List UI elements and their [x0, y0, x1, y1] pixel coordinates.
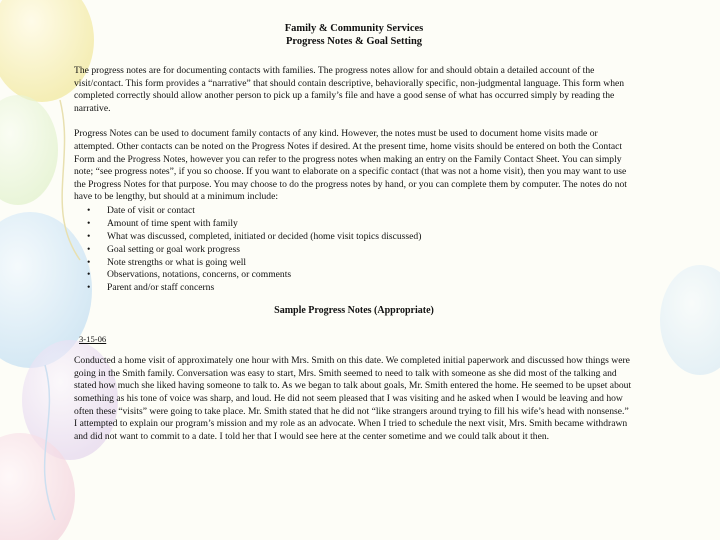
bullet-icon: •: [87, 230, 91, 242]
usage-paragraph: Progress Notes can be used to document family contacts of any kind. However, the notes must be used to document home visits made or attempted. Other contacts can be noted on the Progress Notes if desired. At the present time, home visits should be entered on both the Contact Form and the Progress Notes, however you can refer to the progress notes when making an entry on the Family Contact Sheet. You can simply note; “see progress notes”, if you so choose. If you want to elaborate on a specific contact (that was not a home visit), then you may want to use the Progress Notes for that purpose. You may choose to do the progress notes by hand, or you can complete them by computer. The notes do not have to be lengthy, but should at a minimum include:: [74, 128, 627, 203]
document-title-line2: Progress Notes & Goal Setting: [285, 36, 423, 47]
bullet-icon: •: [87, 256, 91, 268]
list-item-text: Date of visit or contact: [107, 204, 195, 216]
list-item-text: Goal setting or goal work progress: [107, 243, 240, 255]
list-item: [85, 282, 634, 295]
sample-narrative-paragraph: Conducted a home visit of approximately one hour with Mrs. Smith on this date. We completed initial paperwork and discussed how things were going in the Smith family. Conversation was easy to start, Mrs. Smith seemed to need to talk with someone as she did most of the talking and stated how much she liked having someone to talk to. As we began to talk about goals, Mr. Smith entered the home. He seemed to be upset about something as his tone of voice was sharp, and loud. He did not seem pleased that I was visiting and he asked when I would be leaving and how often these “visits” were going to take place. Mr. Smith stated that he did not “like strangers around trying to fill his wife’s head with nonsense.” I attempted to explain our program’s mission and my role as an advocate. When I tried to schedule the next visit, Mrs. Smith became withdrawn and did not want to commit to a date. I told her that I would see here at the center sometime and we could talk about it then.: [74, 355, 632, 442]
list-item-text: Amount of time spent with family: [107, 217, 238, 229]
list-item-text: Note strengths or what is going well: [107, 256, 247, 268]
sample-date: 3-15-06: [79, 334, 107, 345]
sample-notes-heading: Sample Progress Notes (Appropriate): [274, 305, 434, 317]
document-title-line1: Family & Community Services: [284, 23, 424, 34]
list-item: [85, 231, 634, 244]
bullet-icon: •: [87, 282, 91, 294]
list-item: [85, 218, 634, 231]
list-item: [85, 257, 634, 270]
minimum-contents-list: [74, 205, 634, 295]
list-item: [85, 205, 634, 218]
list-item-text: Parent and/or staff concerns: [107, 282, 215, 294]
list-item-text: Observations, notations, concerns, or comments: [107, 269, 292, 281]
progress-notes-document: [74, 22, 634, 443]
balloon-green: [0, 95, 58, 205]
bullet-icon: •: [87, 204, 91, 216]
list-item: [85, 244, 634, 257]
bullet-icon: •: [87, 269, 91, 281]
bullet-icon: •: [87, 243, 91, 255]
list-item-text: What was discussed, completed, initiated or decided (home visit topics discussed): [107, 230, 422, 242]
intro-paragraph: The progress notes are for documenting contacts with families. The progress notes allow for and should obtain a detailed account of the visit/contact. This form provides a “narrative” that should contain descriptive, behaviorally specific, non-judgmental language. This form when completed correctly should allow another person to pick up a family’s file and have a good sense of what has occurred simply by reading the narrative.: [74, 65, 625, 114]
list-item: [85, 269, 634, 282]
balloon-blue-right: [660, 265, 720, 375]
bullet-icon: •: [87, 217, 91, 229]
